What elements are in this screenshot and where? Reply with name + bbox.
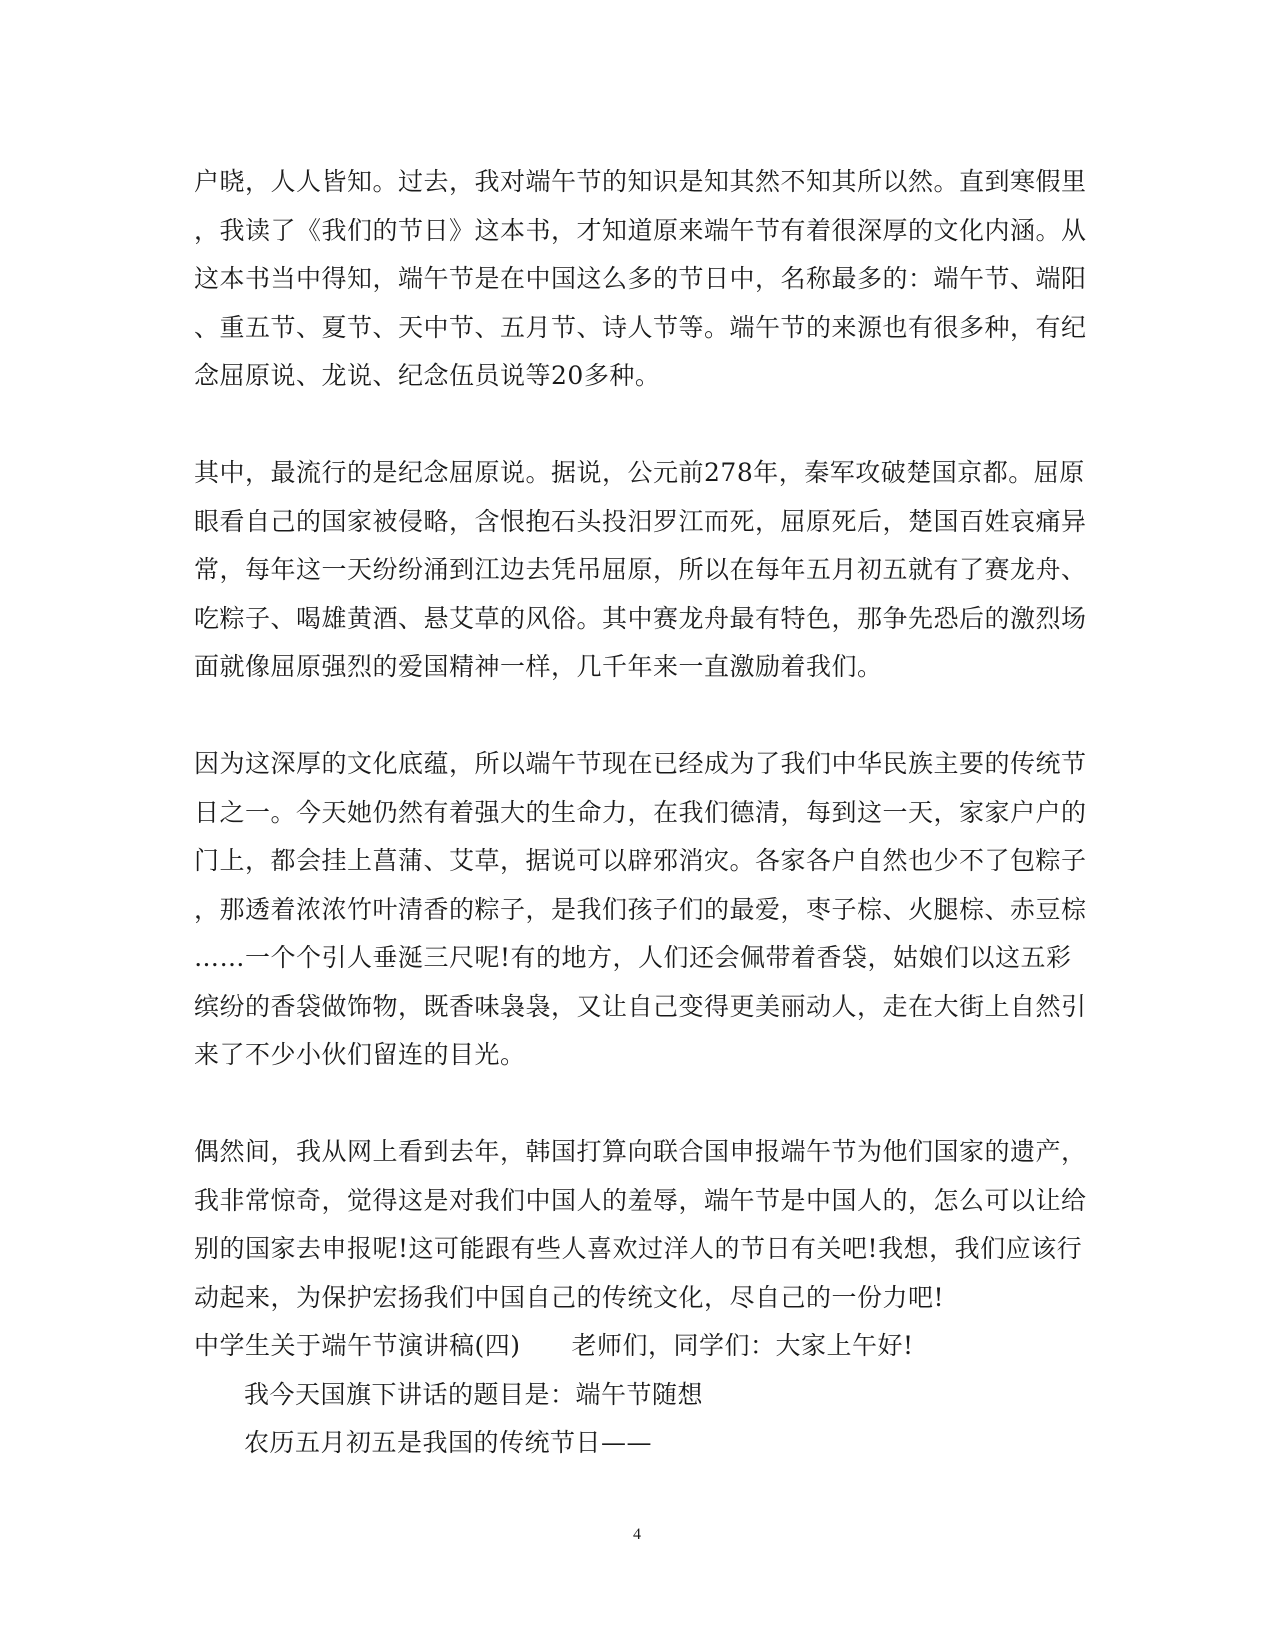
page-number: 4 [633, 1526, 641, 1543]
paragraph-spacer [194, 401, 1074, 450]
text-line: 门上，都会挂上菖蒲、艾草，据说可以辟邪消灾。各家各户自然也少不了包粽子 [194, 846, 1087, 875]
text-line: 眼看自己的国家被侵略，含恨抱石头投汨罗江而死，屈原死后，楚国百姓哀痛异 [194, 506, 1087, 536]
text-line: 缤纷的香袋做饰物，既香味袅袅，又让自己变得更美丽动人，走在大街上自然引 [194, 991, 1087, 1021]
speech-line: 农历五月初五是我国的传统节日—— [244, 1428, 653, 1457]
speech-line: 我今天国旗下讲话的题目是：端午节随想 [244, 1379, 704, 1409]
section-heading: 中学生关于端午节演讲稿(四) 老师们，同学们：大家上午好! [194, 1331, 914, 1360]
text-line: 因为这深厚的文化底蕴，所以端午节现在已经成为了我们中华民族主要的传统节 [194, 749, 1087, 778]
text-line: 日之一。今天她仍然有着强大的生命力，在我们德清，每到这一天，家家户户的 [194, 797, 1087, 827]
paragraph-1 [194, 158, 1087, 401]
text-line: 面就像屈原强烈的爱国精神一样，几千年来一直激励着我们。 [194, 652, 883, 681]
paragraph-spacer [194, 1080, 1074, 1129]
text-line: 动起来，为保护宏扬我们中国自己的传统文化，尽自己的一份力吧! [194, 1282, 945, 1312]
paragraph-spacer [194, 692, 1074, 741]
paragraph-2 [194, 449, 1087, 692]
text-line: 其中，最流行的是纪念屈原说。据说，公元前278年，秦军攻破楚国京都。屈原 [194, 458, 1085, 487]
text-line: ，我读了《我们的节日》这本书，才知道原来端午节有着很深厚的文化内涵。从 [194, 215, 1087, 245]
text-line: ，那透着浓浓竹叶清香的粽子，是我们孩子们的最爱，枣子棕、火腿棕、赤豆棕 [194, 894, 1087, 924]
text-line: 这本书当中得知，端午节是在中国这么多的节日中，名称最多的：端午节、端阳 [194, 264, 1087, 293]
text-line: 常，每年这一天纷纷涌到江边去凭吊屈原，所以在每年五月初五就有了赛龙舟、 [194, 555, 1087, 584]
text-line: 别的国家去申报呢!这可能跟有些人喜欢过洋人的节日有关吧!我想，我们应该行 [194, 1234, 1083, 1263]
text-line: 户晓，人人皆知。过去，我对端午节的知识是知其然不知其所以然。直到寒假里 [194, 167, 1087, 196]
text-line: 、重五节、夏节、天中节、五月节、诗人节等。端午节的来源也有很多种，有纪 [194, 312, 1087, 342]
text-line: ……一个个引人垂涎三尺呢!有的地方，人们还会佩带着香袋，姑娘们以这五彩 [194, 943, 1072, 972]
paragraph-4 [194, 1128, 1087, 1322]
paragraph-3 [194, 740, 1087, 1080]
text-line: 我非常惊奇，觉得这是对我们中国人的羞辱，端午节是中国人的，怎么可以让给 [194, 1185, 1087, 1215]
body-text [194, 158, 1087, 1468]
text-line: 念屈原说、龙说、纪念伍员说等20多种。 [194, 361, 661, 390]
text-line: 吃粽子、喝雄黄酒、悬艾草的风俗。其中赛龙舟最有特色，那争先恐后的激烈场 [194, 603, 1087, 633]
text-line: 偶然间，我从网上看到去年，韩国打算向联合国申报端午节为他们国家的遗产， [194, 1137, 1087, 1166]
text-line: 来了不少小伙们留连的目光。 [194, 1040, 526, 1069]
